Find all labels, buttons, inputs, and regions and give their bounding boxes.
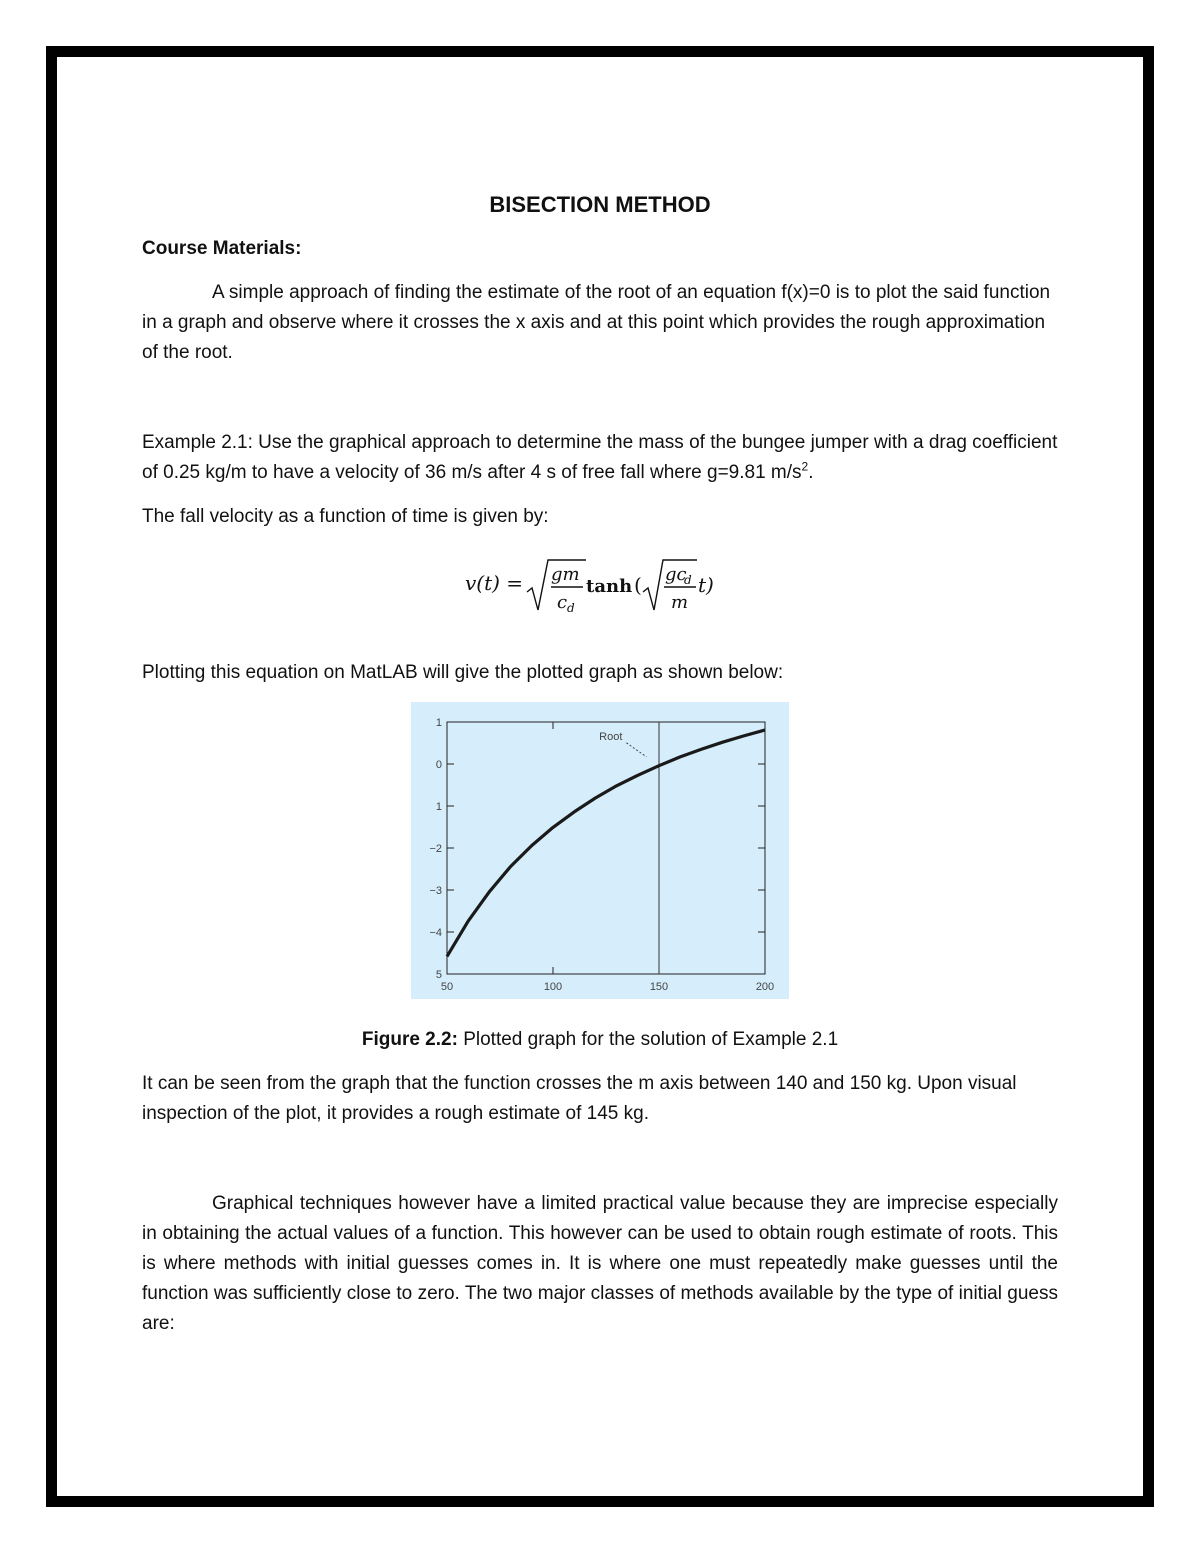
plot-area: [447, 722, 765, 974]
y-tick-label: 0: [435, 759, 442, 771]
x-tick-label: 200: [755, 981, 775, 993]
example-superscript: 2: [801, 459, 809, 474]
root-annotation-label: Root: [599, 730, 623, 743]
y-tick-label: 1: [435, 717, 442, 729]
caption-text: Plotted graph for the solution of Example 2.1: [457, 1029, 839, 1050]
example-text: Use the graphical approach to determine the mass of the bungee jumper with a drag coefficient of 0.25 kg/m to have a velocity of 36 m/s after 4 s of free fall where g=9.81 m/s: [142, 432, 1058, 483]
formula-frac2-num: gc: [665, 564, 687, 585]
formula-svg: [465, 542, 735, 628]
example-paragraph: [142, 428, 1058, 488]
formula-tanh: tanh: [586, 576, 633, 597]
y-tick-label: 1: [435, 801, 442, 813]
conclusion-paragraph: It can be seen from the graph that the function crosses the m axis between 140 and 150 kg. Upon visual inspection of the plot, it provides a rough estimate of 145 kg.: [142, 1073, 1017, 1124]
y-tick-label: −4: [429, 927, 442, 939]
formula-open-paren: (: [634, 573, 642, 597]
final-paragraph: Graphical techniques however have a limited practical value because they are imprecise especially in obtaining the actual values of a function. This however can be used to obtain rough estimate of roots. This is where methods with initial guesses comes in. It is where one must repeatedly make guesses until the function was sufficiently close to zero. The two major classes of methods available by the type of initial guess are:: [142, 1193, 1058, 1334]
example-label: Example 2.1:: [142, 432, 253, 453]
formula-frac1-num: gm: [551, 564, 580, 585]
formula-frac1-den: c: [557, 592, 568, 613]
y-tick-label: 5: [435, 969, 442, 981]
y-tick-label: −3: [429, 885, 442, 897]
document-body: [142, 190, 1058, 1339]
root-plot-chart: [411, 702, 789, 999]
plot-intro: Plotting this equation on MatLAB will give the plotted graph as shown below:: [142, 662, 784, 683]
figure-caption: [142, 1025, 1058, 1055]
formula-tail: t): [698, 573, 714, 597]
caption-label: Figure 2.2:: [361, 1029, 458, 1050]
formula-frac2-den: m: [671, 592, 689, 613]
formula-lhs: v(t) =: [465, 571, 524, 595]
page-title: BISECTION METHOD: [489, 192, 711, 217]
x-tick-label: 50: [440, 981, 454, 993]
formula-frac2-num-sub: d: [684, 573, 692, 587]
velocity-formula: [142, 542, 1058, 638]
formula-frac1-den-sub: d: [567, 601, 575, 615]
x-tick-label: 100: [543, 981, 563, 993]
example-end: .: [808, 462, 814, 483]
intro-paragraph: A simple approach of finding the estimate of the root of an equation f(x)=0 is to plot the said function in a graph and observe where it crosses the x axis and at this point which provides the rough approximation of the root.: [142, 282, 1051, 363]
velocity-intro: The fall velocity as a function of time is given by:: [142, 506, 549, 527]
y-tick-label: −2: [429, 843, 442, 855]
course-materials-heading: Course Materials:: [142, 238, 302, 259]
x-tick-label: 150: [649, 981, 669, 993]
